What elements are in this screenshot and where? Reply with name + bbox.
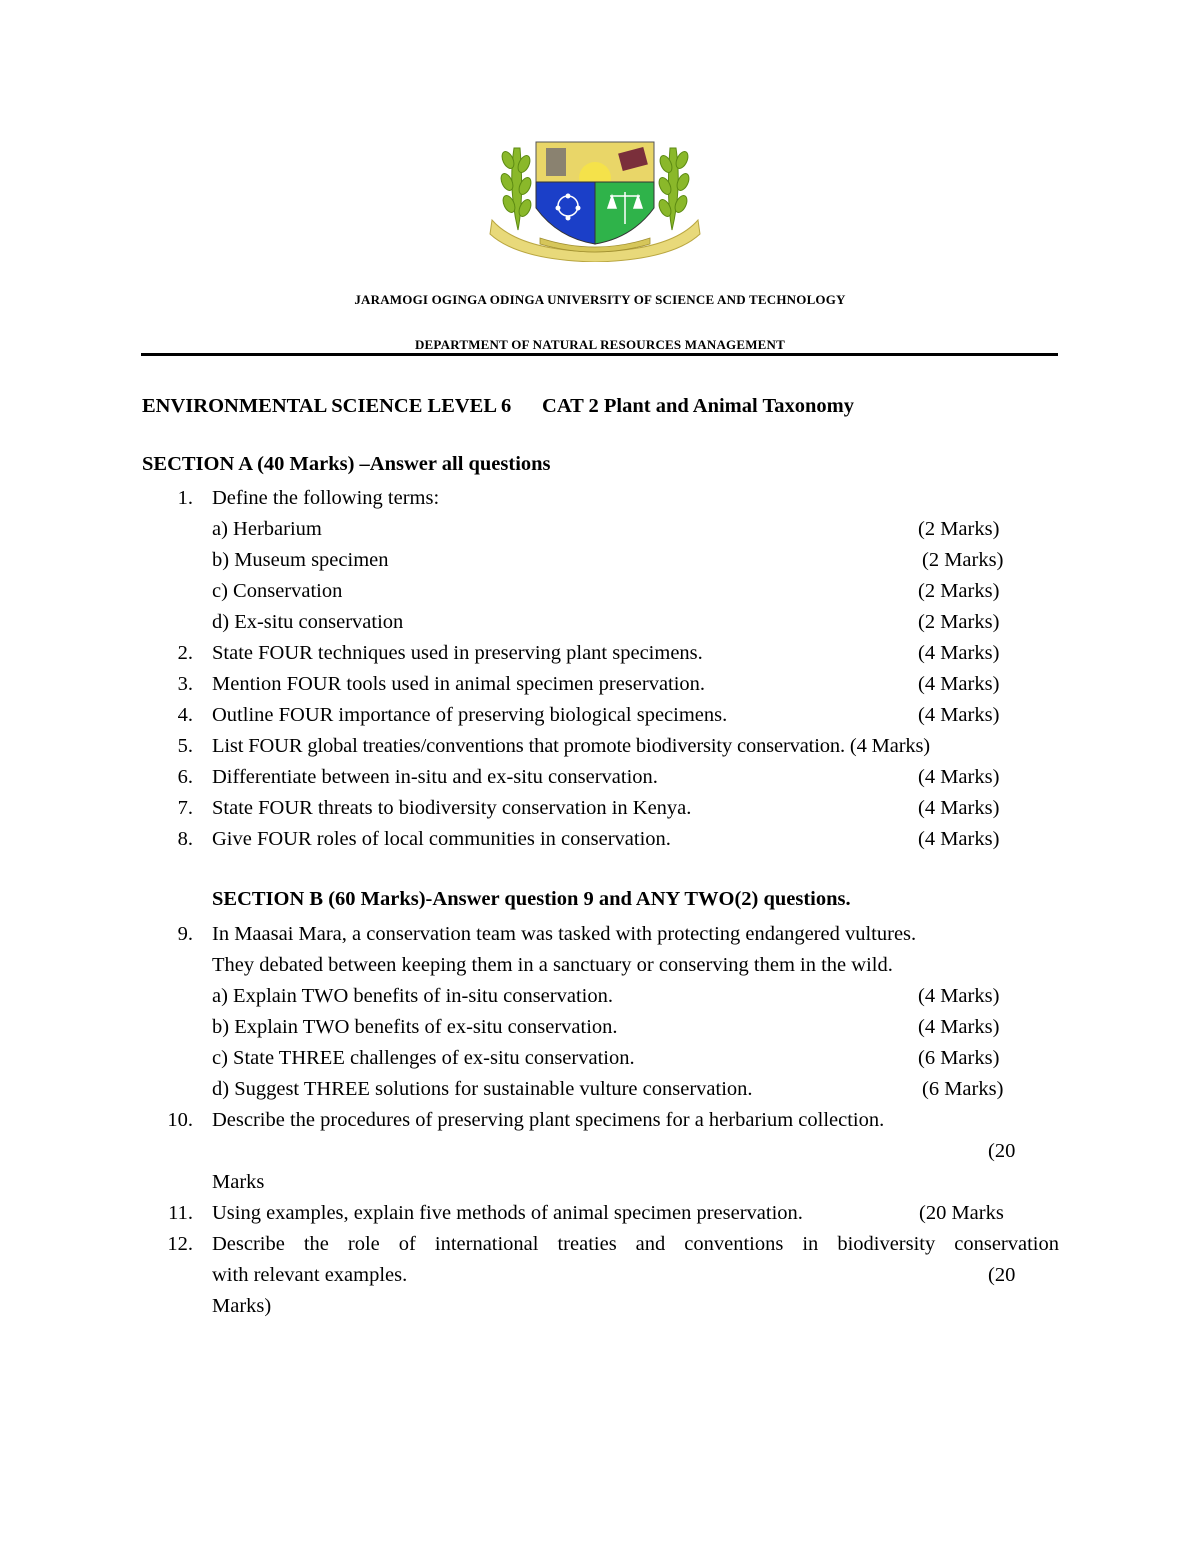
department-name: DEPARTMENT OF NATURAL RESOURCES MANAGEMENT [414,337,786,352]
marks: (2 Marks) [918,611,1000,633]
question-text: with relevant examples. [212,1264,408,1286]
marks: (20 [988,1140,1016,1162]
course-title: ENVIRONMENTAL SCIENCE LEVEL 6 CAT 2 Plant and Animal Taxonomy [142,395,854,417]
marks: (20 Marks [919,1202,1004,1224]
marks: (6 Marks) [922,1078,1004,1100]
marks: (4 Marks) [918,828,1000,850]
question-text: Using examples, explain five methods of animal specimen preservation. [212,1202,803,1224]
sub-question: a) Herbarium [212,518,322,540]
marks: Marks) [212,1295,272,1317]
question-number: 8. [177,828,193,850]
question-text: Describe the procedures of preserving plant specimens for a herbarium collection. [212,1109,885,1131]
sub-question: c) State THREE challenges of ex-situ conservation. [212,1047,635,1069]
section-b-heading: SECTION B (60 Marks)-Answer question 9 and ANY TWO(2) questions. [212,888,851,910]
marks: (4 Marks) [918,766,1000,788]
sub-question: d) Suggest THREE solutions for sustainable vulture conservation. [212,1078,753,1100]
sub-question: a) Explain TWO benefits of in-situ conservation. [212,985,613,1007]
marks: (4 Marks) [918,797,1000,819]
question-text: State FOUR threats to biodiversity conservation in Kenya. [212,797,692,819]
question-number: 6. [177,766,193,788]
university-logo [488,138,702,262]
university-name: JARAMOGI OGINGA ODINGA UNIVERSITY OF SCIENCE AND TECHNOLOGY [354,292,846,307]
marks: (4 Marks) [918,673,1000,695]
question-number: 3. [177,673,193,695]
marks: (6 Marks) [918,1047,1000,1069]
question-text: Mention FOUR tools used in animal specimen preservation. [212,673,706,695]
question-text: Give FOUR roles of local communities in conservation. [212,828,671,850]
marks: Marks [212,1171,265,1193]
section-a-heading: SECTION A (40 Marks) –Answer all questions [142,453,551,475]
question-text: Define the following terms: [212,487,440,509]
marks: (4 Marks) [918,704,1000,726]
question-number: 5. [177,735,193,757]
question-text: Outline FOUR importance of preserving biological specimens. [212,704,728,726]
marks: (4 Marks) [918,1016,1000,1038]
sub-question: b) Explain TWO benefits of ex-situ conservation. [212,1016,618,1038]
question-number: 7. [177,797,193,819]
sub-question: c) Conservation [212,580,343,602]
question-text: Describe the role of international treaties and conventions in biodiversity conservation [212,1233,1059,1255]
question-number: 9. [177,923,193,945]
question-text: List FOUR global treaties/conventions that promote biodiversity conservation. (4 Marks) [212,735,930,757]
question-text: They debated between keeping them in a sanctuary or conserving them in the wild. [212,954,893,976]
marks: (2 Marks) [918,580,1000,602]
marks: (2 Marks) [918,518,1000,540]
marks: (4 Marks) [918,642,1000,664]
marks: (4 Marks) [918,985,1000,1007]
question-text: In Maasai Mara, a conservation team was tasked with protecting endangered vultures. [212,923,917,945]
question-number: 1. [177,487,193,509]
question-number: 12. [167,1233,193,1255]
crest-icon [488,138,702,262]
marks: (20 [988,1264,1016,1286]
marks: (2 Marks) [922,549,1004,571]
header-divider [141,353,1058,356]
sub-question: d) Ex-situ conservation [212,611,404,633]
question-text: Differentiate between in-situ and ex-situ conservation. [212,766,658,788]
question-number: 2. [177,642,193,664]
sub-question: b) Museum specimen [212,549,389,571]
question-number: 11. [168,1202,193,1224]
question-number: 4. [177,704,193,726]
question-number: 10. [167,1109,193,1131]
question-text: State FOUR techniques used in preserving plant specimens. [212,642,703,664]
